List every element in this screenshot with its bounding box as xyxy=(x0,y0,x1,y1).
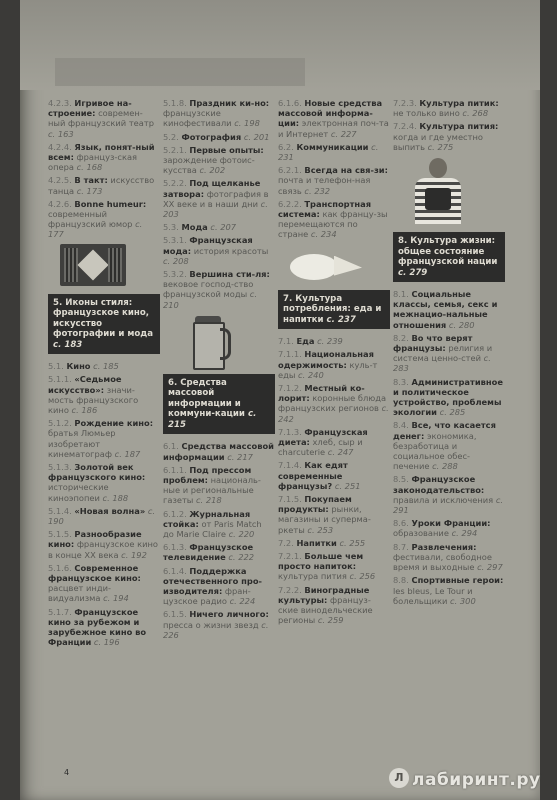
entry-num: 5.1.4. xyxy=(48,505,72,516)
toc-entry xyxy=(278,551,390,582)
entry-desc: француз-ские винодельческие регионы xyxy=(278,594,373,626)
entry-num: 7.1.5. xyxy=(278,493,302,504)
entry-pg: с. 190 xyxy=(48,505,156,526)
entry-pg: с. 201 xyxy=(243,131,270,142)
toc-entry xyxy=(393,333,505,374)
toc-entry xyxy=(163,566,275,607)
entry-pg: с. 173 xyxy=(76,185,103,196)
entry-num: 5.1. xyxy=(48,361,64,372)
entry-pg: с. 288 xyxy=(432,461,458,472)
entry-desc: исторические киноэпопеи xyxy=(48,482,109,503)
toc-entry xyxy=(48,563,160,604)
entry-num: 7.1.2. xyxy=(278,382,302,393)
entry-ttl: Первые опыты: xyxy=(189,144,264,155)
entry-desc: националь-ные и региональные газеты xyxy=(163,474,261,506)
entry-desc: образование xyxy=(393,528,449,539)
header-strip xyxy=(55,58,305,86)
entry-num: 6.2.2. xyxy=(278,198,302,209)
entry-pg: с. 183 xyxy=(53,339,83,350)
entry-num: 7. xyxy=(283,293,293,304)
entry-num: 8.3. xyxy=(393,376,409,387)
entry-ttl: Золотой век французского кино: xyxy=(48,461,146,483)
entry-ttl: Спортивные герои: xyxy=(411,575,504,586)
entry-num: 7.1. xyxy=(278,336,294,347)
entry-desc: современ-ный французский театр xyxy=(48,108,154,129)
entry-ttl: Национальная одержимость: xyxy=(278,349,374,370)
entry-desc: французское кино в конце XX века xyxy=(48,539,158,560)
entry-desc: значи-мость французского кино xyxy=(48,384,139,415)
entry-ttl: Все, что касается денег: xyxy=(393,420,496,441)
entry-num: 8.5. xyxy=(393,474,409,485)
entry-desc: фран-цузское радио xyxy=(163,586,251,607)
entry-pg: с. 242 xyxy=(278,403,389,424)
entry-ttl: Развлечения: xyxy=(411,541,477,552)
entry-ttl: Транспортная система: xyxy=(278,198,372,220)
entry-pg: с. 259 xyxy=(317,615,344,626)
entry-num: 6.1.3. xyxy=(163,542,187,553)
toc-column-1 xyxy=(48,98,160,650)
entry-desc: французские кинофестивали xyxy=(163,108,232,129)
entry-pg: с. 279 xyxy=(398,267,428,278)
toc-entry xyxy=(163,509,275,540)
entry-pg: с. 280 xyxy=(448,319,475,330)
entry-num: 5.2. xyxy=(163,131,179,142)
toc-entry xyxy=(48,199,160,240)
toc-entry xyxy=(163,222,275,232)
toc-entry xyxy=(163,269,275,310)
cheese-image xyxy=(290,246,360,282)
toc-entry xyxy=(48,374,160,415)
entry-num: 7.1.3. xyxy=(278,426,302,437)
entry-desc: экономика, безработица и социальное обес-печение xyxy=(393,430,477,472)
entry-desc: куль-т еды xyxy=(278,359,378,380)
entry-ttl: Местный ко-лорит: xyxy=(278,382,365,404)
entry-pg: с. 163 xyxy=(48,128,74,139)
toc-entry xyxy=(278,336,390,346)
entry-desc: не только вино xyxy=(393,108,460,119)
toc-column-3 xyxy=(278,98,390,628)
entry-desc: современный французский юмор xyxy=(48,209,133,230)
toc-entry xyxy=(48,361,160,371)
toc-column-4 xyxy=(393,98,505,609)
chapter-heading xyxy=(163,374,275,435)
entry-pg: с. 226 xyxy=(163,619,269,640)
entry-ttl: Современное французское кино: xyxy=(48,562,141,583)
entry-num: 8.6. xyxy=(393,518,409,529)
portrait-image xyxy=(415,158,461,224)
entry-desc: фотография в XX веке и в наши дни xyxy=(163,188,269,209)
entry-num: 6.1.6. xyxy=(278,98,302,108)
entry-pg: с. 188 xyxy=(102,492,129,503)
toc-entry xyxy=(393,518,505,538)
toc-entry xyxy=(48,607,160,648)
entry-ttl: Культура жизни: общее состояние французской нации xyxy=(398,236,498,268)
toc-entry xyxy=(163,98,275,129)
entry-desc: от Paris Match до Marie Claire xyxy=(163,518,262,539)
toc-entry xyxy=(393,289,505,330)
entry-ttl: Покупаем продукты: xyxy=(278,493,352,515)
entry-num: 5.1.7. xyxy=(48,606,72,617)
entry-num: 6. xyxy=(168,377,178,388)
toc-entry xyxy=(278,349,390,380)
entry-pg: с. 256 xyxy=(349,571,376,582)
entry-desc: les bleus, Le Tour и болельщики xyxy=(393,585,473,606)
toc-entry xyxy=(278,427,390,458)
toc-entry xyxy=(163,441,275,461)
entry-ttl: Виноградные культуры: xyxy=(278,584,370,605)
entry-ttl: Административное и политическое устройство, проблемы экологии xyxy=(393,376,503,418)
entry-num: 5.1.2. xyxy=(48,418,72,429)
entry-desc: пресса о жизни звезд xyxy=(163,619,259,630)
entry-ttl: Всегда на свя-зи: xyxy=(304,165,388,176)
chapter-heading xyxy=(48,294,160,355)
entry-num: 8. xyxy=(398,236,408,247)
entry-num: 8.8. xyxy=(393,575,409,586)
entry-ttl: Bonne humeur: xyxy=(74,198,147,209)
entry-num: 5.3.2. xyxy=(163,269,187,280)
toc-entry xyxy=(48,462,160,503)
entry-desc: фестивали, свободное время и выходные xyxy=(393,551,492,573)
entry-pg: с. 177 xyxy=(48,219,143,240)
entry-ttl: Как едят современные французы? xyxy=(278,460,348,491)
entry-ttl: «Новая волна» xyxy=(74,505,146,516)
toc-entry xyxy=(278,585,390,626)
watermark: лабиринт.ру xyxy=(412,770,541,790)
entry-ttl: Во что верят французы: xyxy=(393,332,473,354)
entry-num: 7.1.1. xyxy=(278,349,302,360)
entry-desc: религия и система ценно-стей xyxy=(393,343,493,364)
entry-pg: с. 231 xyxy=(278,141,379,163)
toc-entry xyxy=(393,420,505,471)
toc-entry xyxy=(163,178,275,219)
entry-desc: братья Люмьер изобретают кинематограф xyxy=(48,428,116,459)
entry-num: 6.2. xyxy=(278,141,294,152)
entry-pg: с. 192 xyxy=(121,549,147,560)
entry-num: 6.1.1. xyxy=(163,464,187,475)
entry-ttl: Праздник ки-но: xyxy=(189,98,270,108)
entry-pg: с. 215 xyxy=(168,409,257,430)
entry-pg: с. 208 xyxy=(163,255,189,266)
entry-desc: культура пития xyxy=(278,571,347,582)
entry-pg: с. 297 xyxy=(477,562,503,573)
labirint-logo-icon: Л xyxy=(389,768,409,788)
toc-entry xyxy=(278,383,390,424)
accordion-image xyxy=(60,244,126,286)
entry-ttl: Рождение кино: xyxy=(74,418,154,429)
entry-pg: с. 222 xyxy=(228,552,255,563)
entry-pg: с. 294 xyxy=(451,528,478,539)
entry-num: 6.1.2. xyxy=(163,508,187,519)
entry-pg: с. 275 xyxy=(427,141,454,152)
toc-entry xyxy=(48,98,160,139)
entry-pg: с. 234 xyxy=(310,229,337,240)
toc-entry xyxy=(393,542,505,573)
entry-ttl: Французское кино за рубежом и зарубежное кино во Франции xyxy=(48,606,147,648)
entry-ttl: Иконы стиля: французское кино, искусство фотографии и мода xyxy=(53,297,153,340)
toc-entry xyxy=(278,98,390,139)
entry-pg: с. 247 xyxy=(327,447,354,458)
toc-entry xyxy=(393,121,505,152)
toc-entry xyxy=(48,529,160,560)
entry-desc: вековое господ-ство французской моды xyxy=(163,279,254,300)
entry-num: 4.2.5. xyxy=(48,175,72,186)
toc-entry xyxy=(278,199,390,240)
entry-desc: электронная поч-та и Интернет xyxy=(278,118,389,139)
entry-num: 5.1.5. xyxy=(48,529,72,540)
toc-entry xyxy=(278,538,390,548)
entry-ttl: Фотография xyxy=(181,131,242,142)
entry-num: 5.2.1. xyxy=(163,144,187,155)
entry-ttl: Под прессом проблем: xyxy=(163,464,252,485)
entry-num: 7.2. xyxy=(278,537,294,548)
entry-num: 6.1. xyxy=(163,441,179,452)
toc-entry xyxy=(393,98,505,118)
entry-ttl: Напитки xyxy=(296,537,337,548)
page-folio: 4 xyxy=(64,768,70,777)
entry-pg: с. 217 xyxy=(227,451,253,462)
entry-ttl: Культура потребления: еда и напитки xyxy=(283,293,382,325)
entry-pg: с. 194 xyxy=(103,593,129,604)
entry-ttl: Коммуникации xyxy=(296,141,369,152)
entry-num: 8.2. xyxy=(393,332,409,343)
entry-num: 7.2.3. xyxy=(393,98,417,108)
entry-desc: почта и телефон-ная связь xyxy=(278,175,371,196)
entry-pg: с. 232 xyxy=(304,185,331,196)
entry-pg: с. 196 xyxy=(93,637,120,648)
entry-num: 6.2.1. xyxy=(278,165,302,176)
entry-ttl: Французское телевидение xyxy=(163,542,254,563)
entry-ttl: Больше чем просто напиток: xyxy=(278,551,364,572)
entry-pg: с. 207 xyxy=(210,222,237,233)
entry-ttl: Под щелканье затвора: xyxy=(163,178,261,199)
entry-desc: расцвет инди-видуализма xyxy=(48,583,111,604)
entry-ttl: Поддержка отечественного про-изводителя: xyxy=(163,565,262,596)
toc-entry xyxy=(48,506,160,526)
entry-num: 5.3. xyxy=(163,222,179,233)
toc-entry xyxy=(278,494,390,535)
entry-desc: как францу-зы перемещаются по стране xyxy=(278,209,388,240)
entry-num: 4.2.3. xyxy=(48,98,72,108)
entry-ttl: Средства массовой информации и коммуни-кации xyxy=(168,377,245,420)
entry-num: 7.2.4. xyxy=(393,121,417,132)
entry-pg: с. 202 xyxy=(199,165,226,176)
entry-pg: с. 224 xyxy=(229,596,256,607)
entry-pg: с. 210 xyxy=(163,289,257,310)
entry-desc: рынки, магазины и суперма-ркеты xyxy=(278,504,371,535)
entry-ttl: Мода xyxy=(181,222,208,233)
entry-ttl: Французская мода: xyxy=(163,235,253,256)
entry-desc: когда и где уместно выпить xyxy=(393,131,483,152)
entry-pg: с. 240 xyxy=(298,369,324,380)
toc-entry xyxy=(278,165,390,196)
toc-entry xyxy=(163,542,275,562)
entry-pg: с. 291 xyxy=(393,494,504,516)
entry-ttl: Средства массовой информации xyxy=(163,441,274,462)
entry-ttl: Уроки Франции: xyxy=(411,518,491,529)
entry-desc: француз-ская опера xyxy=(48,152,138,173)
entry-num: 8.7. xyxy=(393,541,409,552)
entry-num: 6.1.4. xyxy=(163,565,187,576)
entry-num: 5. xyxy=(53,297,63,308)
entry-pg: с. 239 xyxy=(317,336,343,347)
entry-ttl: Французское законодательство: xyxy=(393,474,485,495)
entry-num: 6.1.5. xyxy=(163,609,187,620)
entry-pg: с. 227 xyxy=(330,128,357,139)
entry-ttl: Вершина сти-ля: xyxy=(189,269,270,280)
entry-num: 7.1.4. xyxy=(278,460,302,471)
book-page xyxy=(20,0,540,800)
entry-num: 5.1.1. xyxy=(48,374,72,385)
entry-ttl: Игривое на-строение: xyxy=(48,98,132,119)
entry-desc: история красоты xyxy=(193,245,269,256)
entry-num: 4.2.4. xyxy=(48,141,72,152)
entry-num: 5.1.3. xyxy=(48,461,72,472)
toc-entry xyxy=(163,132,275,142)
entry-num: 5.2.2. xyxy=(163,178,187,189)
entry-pg: с. 255 xyxy=(339,537,366,548)
toc-entry xyxy=(163,145,275,176)
entry-ttl: Социальные классы, семья, секс и межнацио-нальные отношения xyxy=(393,289,498,330)
toc-entry xyxy=(163,465,275,506)
entry-desc: правила и исключения xyxy=(393,494,494,505)
toc-entry xyxy=(278,142,390,162)
chapter-heading xyxy=(393,232,505,282)
toc-entry xyxy=(393,474,505,515)
toc-entry xyxy=(163,235,275,266)
entry-num: 5.1.8. xyxy=(163,98,187,108)
entry-pg: с. 185 xyxy=(93,361,119,372)
french-press-image xyxy=(191,316,225,366)
entry-pg: с. 253 xyxy=(307,524,334,535)
entry-desc: искусство танца xyxy=(48,175,155,196)
entry-pg: с. 218 xyxy=(195,495,222,506)
entry-ttl: Культура пития: xyxy=(419,121,499,132)
entry-pg: с. 251 xyxy=(334,480,361,491)
toc-column-2 xyxy=(163,98,275,643)
entry-pg: с. 220 xyxy=(228,528,255,539)
toc-entry xyxy=(48,418,160,459)
entry-ttl: Журнальная стойка: xyxy=(163,508,251,529)
entry-desc: хлеб, сыр и charcuterie xyxy=(278,436,363,458)
toc-entry xyxy=(393,575,505,606)
entry-num: 7.2.1. xyxy=(278,551,302,561)
entry-desc: коронные блюда французских регионов xyxy=(278,393,387,414)
entry-pg: с. 168 xyxy=(76,162,103,173)
entry-ttl: Разнообразие кино: xyxy=(48,529,142,550)
entry-pg: с. 237 xyxy=(326,314,356,325)
toc-entry xyxy=(48,175,160,195)
entry-ttl: В такт: xyxy=(74,175,108,186)
toc-entry xyxy=(393,377,505,418)
entry-num: 8.1. xyxy=(393,289,409,300)
entry-ttl: Еда xyxy=(296,336,315,347)
entry-ttl: Культура питик: xyxy=(419,98,499,108)
entry-num: 7.2.2. xyxy=(278,584,302,595)
chapter-heading xyxy=(278,290,390,330)
entry-ttl: Кино xyxy=(66,361,91,372)
entry-num: 5.1.6. xyxy=(48,562,72,573)
toc-entry xyxy=(278,460,390,491)
entry-num: 5.3.1. xyxy=(163,235,187,246)
entry-pg: с. 203 xyxy=(163,198,268,220)
entry-pg: с. 268 xyxy=(462,108,489,119)
toc-entry xyxy=(48,142,160,173)
entry-pg: с. 186 xyxy=(71,404,98,415)
entry-ttl: Язык, понят-ный всем: xyxy=(48,141,155,163)
entry-pg: с. 283 xyxy=(393,353,491,374)
entry-desc: зарождение фотоис-кусства xyxy=(163,155,255,176)
entry-pg: с. 198 xyxy=(234,118,260,129)
entry-ttl: Новые средства массовой информа-ции: xyxy=(278,98,383,129)
entry-pg: с. 285 xyxy=(439,407,466,418)
entry-pg: с. 187 xyxy=(114,448,141,459)
entry-num: 8.4. xyxy=(393,420,409,431)
entry-ttl: «Седьмое искусство»: xyxy=(48,374,122,395)
entry-pg: с. 300 xyxy=(450,595,476,606)
entry-ttl: Французская диета: xyxy=(278,426,368,447)
toc-entry xyxy=(163,609,275,640)
entry-num: 4.2.6. xyxy=(48,198,72,209)
entry-ttl: Ничего личного: xyxy=(189,609,269,620)
